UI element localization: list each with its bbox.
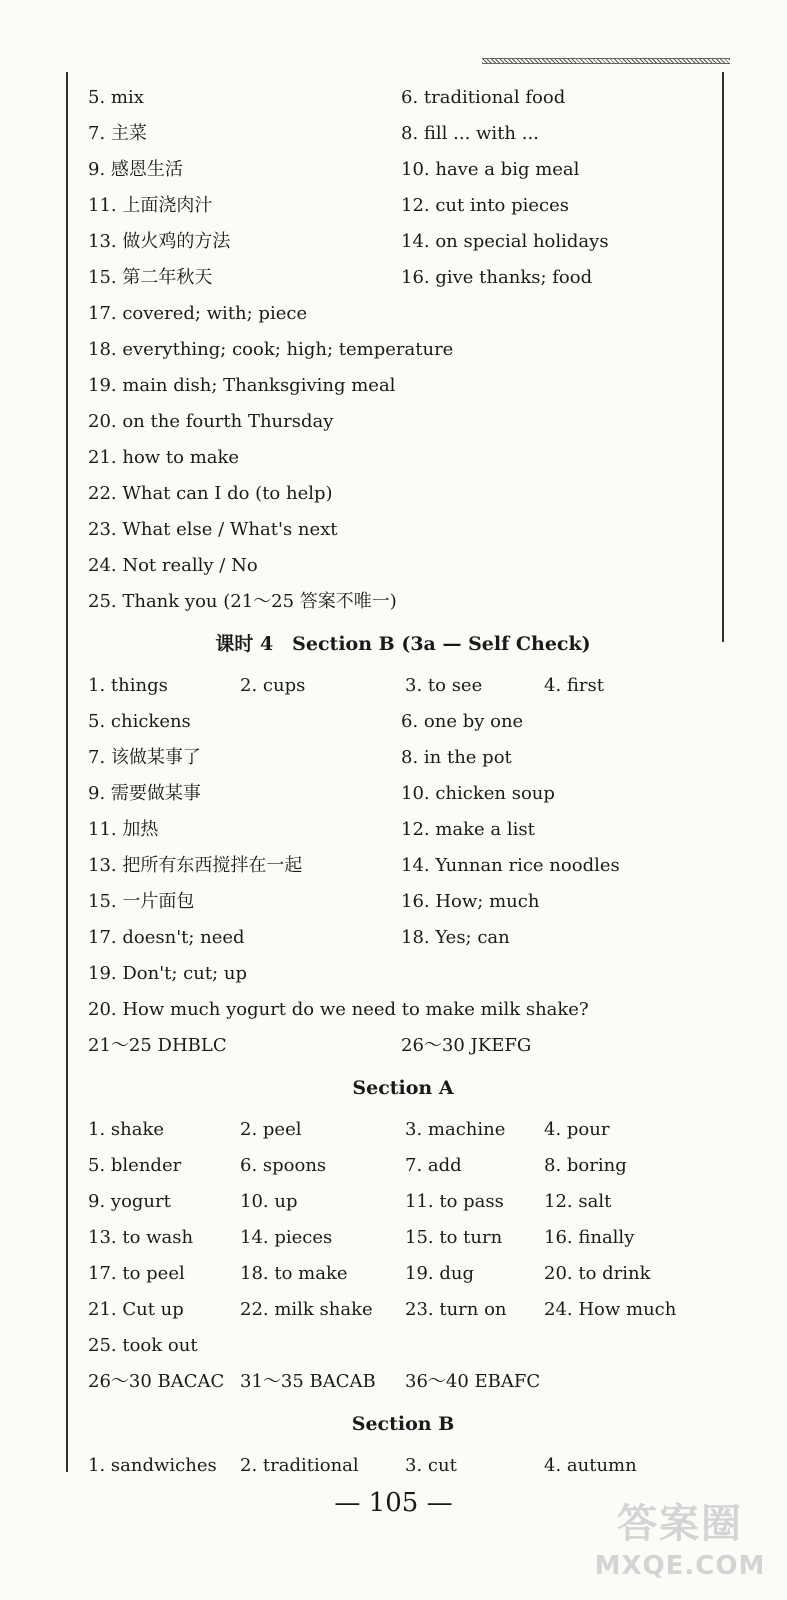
answer-row <box>88 812 718 848</box>
answer-item: 5. chickens <box>88 711 191 732</box>
answer-row <box>88 1292 718 1328</box>
answer-item: 19. dug <box>405 1263 474 1284</box>
answer-item: 14. pieces <box>240 1227 333 1248</box>
answer-row <box>88 920 718 956</box>
answer-item: 26～30 JKEFG <box>401 1035 532 1056</box>
answer-item: 9. 感恩生活 <box>88 159 183 180</box>
answer-item: 13. to wash <box>88 1227 194 1248</box>
left-margin-rule <box>66 72 68 1472</box>
answer-item: 8. boring <box>544 1155 627 1176</box>
answer-item: 4. pour <box>544 1119 610 1140</box>
answer-item: 12. cut into pieces <box>401 195 570 216</box>
answer-line: 19. main dish; Thanksgiving meal <box>88 375 396 396</box>
answer-row <box>88 116 718 152</box>
answer-item: 26～30 BACAC <box>88 1371 225 1392</box>
answer-item: 14. on special holidays <box>401 231 609 252</box>
answer-item: 12. salt <box>544 1191 612 1212</box>
answer-item: 11. 加热 <box>88 819 159 840</box>
answer-row <box>88 188 718 224</box>
answer-item: 7. 主菜 <box>88 123 147 144</box>
answer-item: 6. spoons <box>240 1155 327 1176</box>
answer-item: 8. in the pot <box>401 747 512 768</box>
answer-item: 13. 把所有东西搅拌在一起 <box>88 855 303 876</box>
answer-item: 3. to see <box>405 675 483 696</box>
answer-line: 20. How much yogurt do we need to make milk shake? <box>88 999 589 1020</box>
answer-row <box>88 848 718 884</box>
answer-row <box>88 1112 718 1148</box>
answer-item: 10. have a big meal <box>401 159 580 180</box>
answer-item: 1. sandwiches <box>88 1455 217 1476</box>
answer-row <box>88 152 718 188</box>
answer-line: 23. What else / What's next <box>88 519 338 540</box>
answer-item: 31～35 BACAB <box>240 1371 376 1392</box>
answer-item: 23. turn on <box>405 1299 507 1320</box>
answer-item: 16. How; much <box>401 891 540 912</box>
answer-item: 16. finally <box>544 1227 635 1248</box>
answer-item: 6. traditional food <box>401 87 566 108</box>
answer-row <box>88 80 718 116</box>
answer-item: 17. doesn't; need <box>88 927 245 948</box>
answer-row <box>88 1364 718 1400</box>
section-heading: 课时 4 Section B (3a — Self Check) <box>215 633 591 655</box>
answer-line: 24. Not really / No <box>88 555 258 576</box>
answer-item: 4. autumn <box>544 1455 637 1476</box>
answer-item: 9. 需要做某事 <box>88 783 201 804</box>
answer-row <box>88 1256 718 1292</box>
answer-item: 12. make a list <box>401 819 535 840</box>
answer-item: 16. give thanks; food <box>401 267 593 288</box>
section-heading: Section A <box>352 1077 454 1099</box>
section-heading: Section B <box>351 1413 455 1435</box>
answer-item: 15. 一片面包 <box>88 891 195 912</box>
answer-item: 18. Yes; can <box>401 927 510 948</box>
answer-item: 10. up <box>240 1191 298 1212</box>
answer-item: 36～40 EBAFC <box>405 1371 541 1392</box>
answer-item: 21～25 DHBLC <box>88 1035 227 1056</box>
answer-item: 5. blender <box>88 1155 182 1176</box>
answer-line: 18. everything; cook; high; temperature <box>88 339 454 360</box>
answer-row <box>88 224 718 260</box>
answer-row <box>88 884 718 920</box>
answer-line: 25. took out <box>88 1335 198 1356</box>
watermark-logo-text: 答案圈 <box>617 1501 743 1547</box>
answer-row <box>88 704 718 740</box>
answer-item: 11. to pass <box>405 1191 504 1212</box>
answer-item: 11. 上面浇肉汁 <box>88 195 213 216</box>
answer-item: 2. cups <box>240 675 306 696</box>
answer-item: 15. to turn <box>405 1227 503 1248</box>
answer-item: 2. peel <box>240 1119 302 1140</box>
answer-line: 22. What can I do (to help) <box>88 483 333 504</box>
right-margin-rule <box>722 72 724 642</box>
answer-line: 21. how to make <box>88 447 240 468</box>
page-number: — 105 — <box>334 1488 453 1518</box>
answer-item: 3. machine <box>405 1119 506 1140</box>
answer-row <box>88 740 718 776</box>
answer-row <box>88 1184 718 1220</box>
answer-item: 7. add <box>405 1155 462 1176</box>
header-rule <box>482 58 730 64</box>
answer-row <box>88 668 718 704</box>
answer-item: 22. milk shake <box>240 1299 373 1320</box>
answer-row <box>88 776 718 812</box>
answer-item: 9. yogurt <box>88 1191 171 1212</box>
watermark-logo <box>585 1498 775 1593</box>
answer-item: 15. 第二年秋天 <box>88 267 213 288</box>
answer-line: 25. Thank you (21～25 答案不唯一) <box>88 591 397 612</box>
answer-item: 4. first <box>544 675 604 696</box>
answer-line: 20. on the fourth Thursday <box>88 411 334 432</box>
answer-line: 19. Don't; cut; up <box>88 963 247 984</box>
answer-item: 7. 该做某事了 <box>88 747 201 768</box>
answer-item: 24. How much <box>544 1299 677 1320</box>
answer-item: 14. Yunnan rice noodles <box>401 855 620 876</box>
answer-item: 3. cut <box>405 1455 457 1476</box>
answer-item: 13. 做火鸡的方法 <box>88 231 231 252</box>
answer-item: 10. chicken soup <box>401 783 555 804</box>
answer-row <box>88 1220 718 1256</box>
answer-line: 17. covered; with; piece <box>88 303 308 324</box>
answer-item: 18. to make <box>240 1263 348 1284</box>
answer-item: 5. mix <box>88 87 144 108</box>
answer-item: 20. to drink <box>544 1263 651 1284</box>
answer-item: 21. Cut up <box>88 1299 184 1320</box>
answer-item: 8. fill ... with ... <box>401 123 539 144</box>
answer-item: 6. one by one <box>401 711 524 732</box>
answer-key <box>88 80 718 1484</box>
watermark-url: MXQE.COM <box>594 1551 766 1581</box>
answer-item: 2. traditional <box>240 1455 359 1476</box>
answer-item: 17. to peel <box>88 1263 185 1284</box>
answer-row <box>88 260 718 296</box>
answer-row <box>88 1448 718 1484</box>
answer-item: 1. things <box>88 675 168 696</box>
answer-row <box>88 1148 718 1184</box>
answer-row <box>88 1028 718 1064</box>
answer-item: 1. shake <box>88 1119 165 1140</box>
